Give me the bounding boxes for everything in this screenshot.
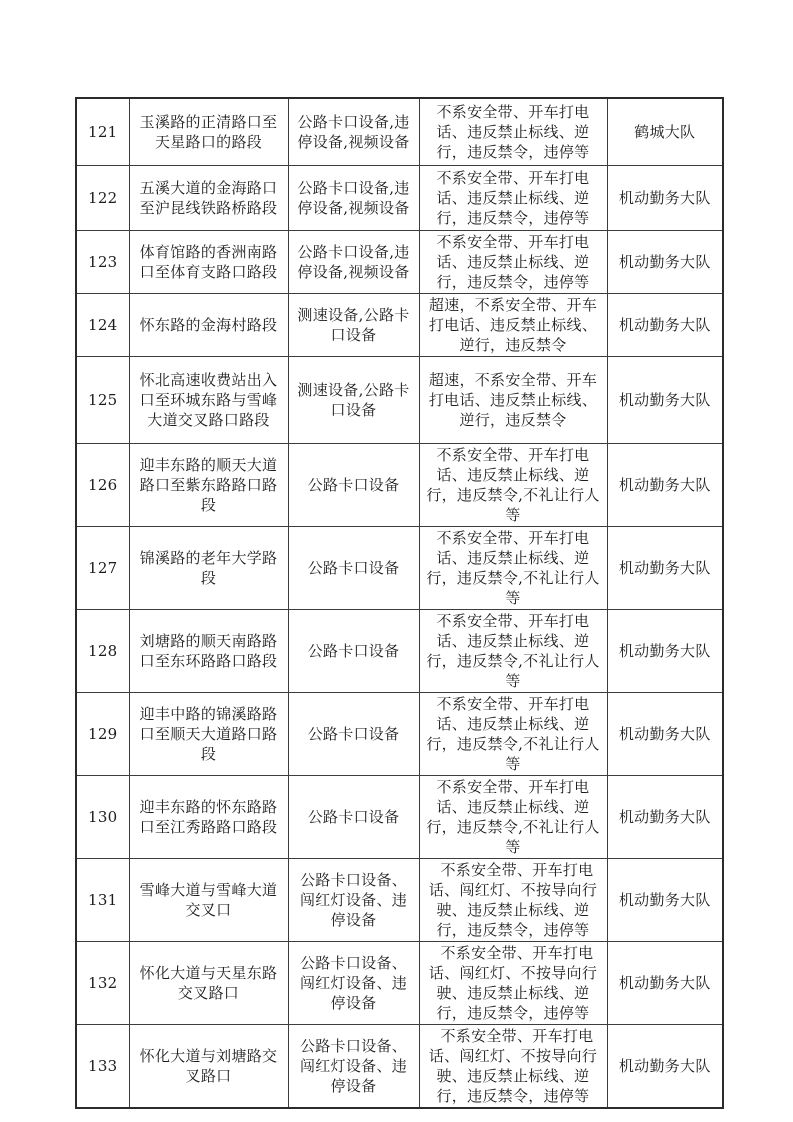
row-number-cell: 122	[76, 165, 129, 230]
table-row	[76, 858, 723, 941]
row-number-cell: 121	[76, 98, 129, 165]
violations-cell: 不系安全带、开车打电话、违反禁止标线、逆行，违反禁令，违停等	[419, 165, 607, 230]
unit-cell: 机动勤务大队	[607, 1024, 723, 1108]
table-row	[76, 356, 723, 443]
equipment-cell: 公路卡口设备,违停设备,视频设备	[288, 98, 419, 165]
equipment-cell: 公路卡口设备,违停设备,视频设备	[288, 165, 419, 230]
table-row	[76, 293, 723, 356]
violations-cell: 超速，不系安全带、开车打电话、违反禁止标线、逆行，违反禁令	[419, 293, 607, 356]
equipment-cell: 测速设备,公路卡口设备	[288, 293, 419, 356]
road-section-cell: 迎丰中路的锦溪路路口至顺天大道路口路段	[129, 692, 288, 775]
equipment-cell: 公路卡口设备、闯红灯设备、违停设备	[288, 941, 419, 1024]
table-row	[76, 526, 723, 609]
row-number-cell: 126	[76, 443, 129, 526]
table-row	[76, 775, 723, 858]
violations-cell: 不系安全带、开车打电话、违反禁止标线、逆行，违反禁令,不礼让行人等	[419, 692, 607, 775]
table-row	[76, 692, 723, 775]
unit-cell: 机动勤务大队	[607, 165, 723, 230]
row-number-cell: 125	[76, 356, 129, 443]
row-number-cell: 124	[76, 293, 129, 356]
equipment-cell: 公路卡口设备	[288, 692, 419, 775]
unit-cell: 机动勤务大队	[607, 692, 723, 775]
violations-cell: 不系安全带、开车打电话、闯红灯、不按导向行驶、违反禁止标线、逆行，违反禁令，违停等	[419, 941, 607, 1024]
row-number-cell: 127	[76, 526, 129, 609]
table-row	[76, 230, 723, 293]
table-row	[76, 165, 723, 230]
unit-cell: 机动勤务大队	[607, 293, 723, 356]
violations-cell: 不系安全带、开车打电话、违反禁止标线、逆行，违反禁令，违停等	[419, 230, 607, 293]
equipment-cell: 测速设备,公路卡口设备	[288, 356, 419, 443]
road-section-cell: 怀北高速收费站出入口至环城东路与雪峰大道交叉路口路段	[129, 356, 288, 443]
equipment-cell: 公路卡口设备	[288, 775, 419, 858]
equipment-cell: 公路卡口设备	[288, 443, 419, 526]
road-section-cell: 怀化大道与刘塘路交叉路口	[129, 1024, 288, 1108]
unit-cell: 机动勤务大队	[607, 526, 723, 609]
row-number-cell: 123	[76, 230, 129, 293]
road-section-cell: 锦溪路的老年大学路段	[129, 526, 288, 609]
road-section-cell: 体育馆路的香洲南路口至体育支路口路段	[129, 230, 288, 293]
row-number-cell: 133	[76, 1024, 129, 1108]
road-section-cell: 怀化大道与天星东路交叉路口	[129, 941, 288, 1024]
road-section-cell: 刘塘路的顺天南路路口至东环路路口路段	[129, 609, 288, 692]
row-number-cell: 128	[76, 609, 129, 692]
unit-cell: 机动勤务大队	[607, 443, 723, 526]
violations-cell: 不系安全带、开车打电话、闯红灯、不按导向行驶、违反禁止标线、逆行，违反禁令，违停等	[419, 858, 607, 941]
row-number-cell: 129	[76, 692, 129, 775]
violations-cell: 不系安全带、开车打电话、违反禁止标线、逆行，违反禁令,不礼让行人等	[419, 775, 607, 858]
unit-cell: 机动勤务大队	[607, 941, 723, 1024]
unit-cell: 机动勤务大队	[607, 609, 723, 692]
road-section-cell: 雪峰大道与雪峰大道交叉口	[129, 858, 288, 941]
table-row	[76, 1024, 723, 1108]
equipment-cell: 公路卡口设备、闯红灯设备、违停设备	[288, 1024, 419, 1108]
table-row	[76, 98, 723, 165]
table-body	[76, 98, 723, 1108]
violations-cell: 不系安全带、开车打电话、违反禁止标线、逆行，违反禁令，违停等	[419, 98, 607, 165]
row-number-cell: 131	[76, 858, 129, 941]
violations-cell: 不系安全带、开车打电话、违反禁止标线、逆行，违反禁令,不礼让行人等	[419, 443, 607, 526]
road-section-cell: 五溪大道的金海路口至沪昆线铁路桥路段	[129, 165, 288, 230]
table-row	[76, 443, 723, 526]
violations-cell: 超速，不系安全带、开车打电话、违反禁止标线、逆行，违反禁令	[419, 356, 607, 443]
unit-cell: 机动勤务大队	[607, 775, 723, 858]
row-number-cell: 130	[76, 775, 129, 858]
road-section-cell: 迎丰东路的顺天大道路口至紫东路路口路段	[129, 443, 288, 526]
unit-cell: 机动勤务大队	[607, 356, 723, 443]
equipment-cell: 公路卡口设备	[288, 526, 419, 609]
equipment-cell: 公路卡口设备	[288, 609, 419, 692]
enforcement-locations-table	[75, 97, 724, 1109]
unit-cell: 鹤城大队	[607, 98, 723, 165]
unit-cell: 机动勤务大队	[607, 230, 723, 293]
road-section-cell: 怀东路的金海村路段	[129, 293, 288, 356]
violations-cell: 不系安全带、开车打电话、违反禁止标线、逆行，违反禁令,不礼让行人等	[419, 609, 607, 692]
road-section-cell: 迎丰东路的怀东路路口至江秀路路口路段	[129, 775, 288, 858]
violations-cell: 不系安全带、开车打电话、违反禁止标线、逆行，违反禁令,不礼让行人等	[419, 526, 607, 609]
violations-cell: 不系安全带、开车打电话、闯红灯、不按导向行驶、违反禁止标线、逆行，违反禁令，违停等	[419, 1024, 607, 1108]
row-number-cell: 132	[76, 941, 129, 1024]
road-section-cell: 玉溪路的正清路口至天星路口的路段	[129, 98, 288, 165]
table-row	[76, 941, 723, 1024]
table-row	[76, 609, 723, 692]
unit-cell: 机动勤务大队	[607, 858, 723, 941]
equipment-cell: 公路卡口设备,违停设备,视频设备	[288, 230, 419, 293]
equipment-cell: 公路卡口设备、闯红灯设备、违停设备	[288, 858, 419, 941]
